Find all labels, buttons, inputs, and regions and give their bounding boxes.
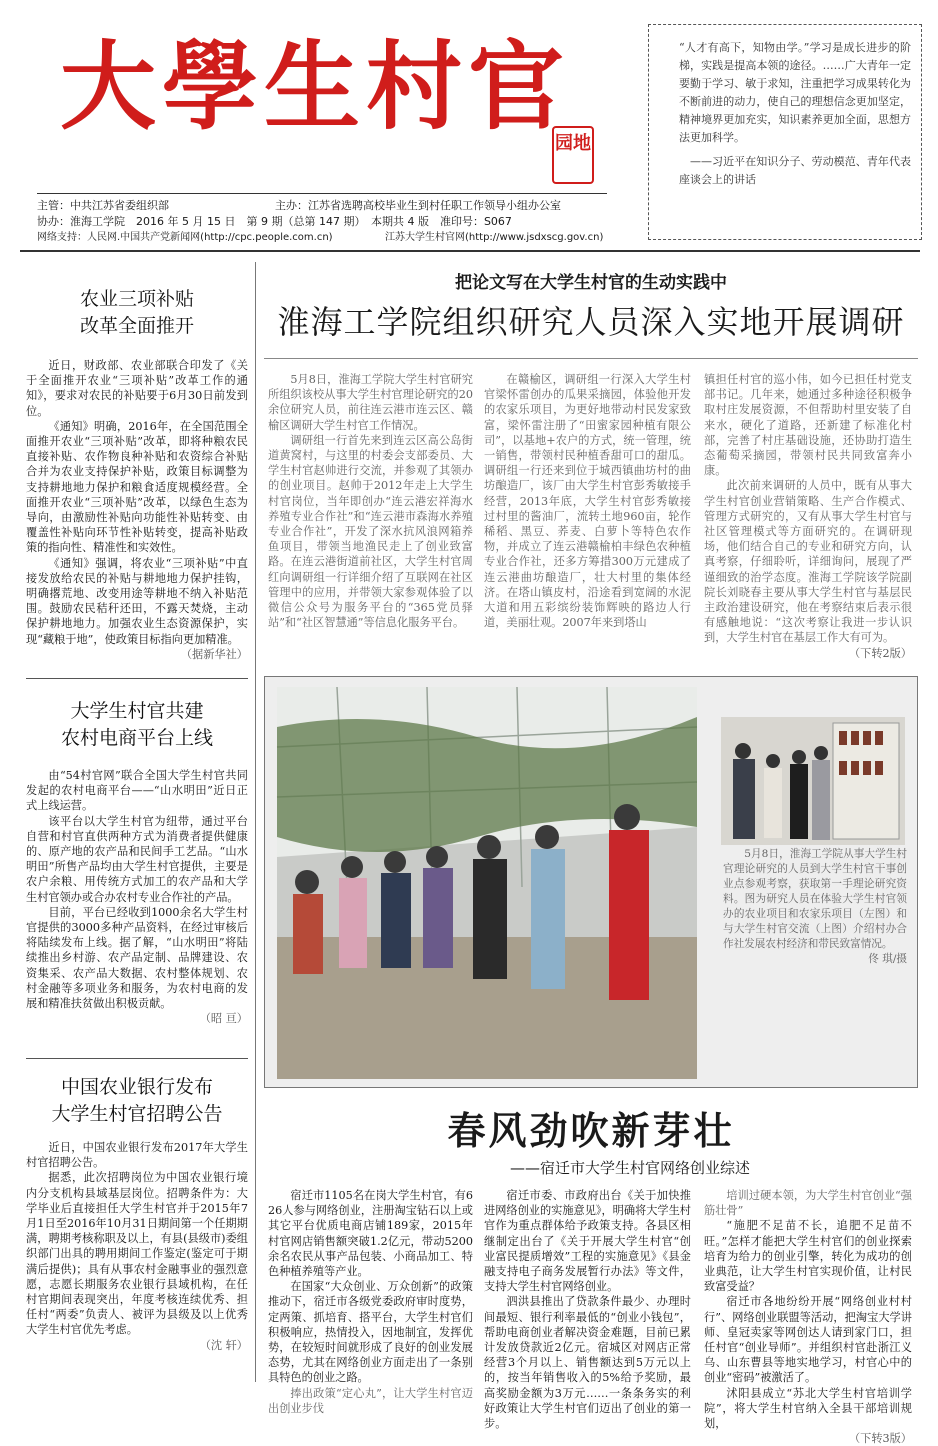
article-abc-bank-p2: 据悉，此次招聘岗位为中国农业银行境内分支机构县域基层岗位。招聘条件为：大学毕业后直接担任大学生村官并于2015年7月1日至2016年10月31日期间第一个任期期满，聘期考核称职及以上，有县(县级市)委组织部门出具的聘用期间工作鉴定(鉴定可于期满后提供)；具有从事农村金融事业的强烈意愿，志愿长期服务农业银行县域机构，在任村官期间表现突出，年度考核连续优秀、担任村“两委”负责人、被评为县级及以上优秀大学生村官优先考虑。 xyxy=(26,1171,248,1337)
article-subsidy-title-2: 改革全面推开 xyxy=(79,315,194,337)
masthead-title: 大學生村官 xyxy=(60,30,570,143)
article-subsidy-p2: 《通知》明确，2016年，在全国范围全面推开农业“三项补贴”改革，即将种粮农民直接补贴、农作物良种补贴和农资综合补贴合并为农业支持保护补贴，政策目标调整为支持耕地地力保护和粮食适度规模经营。全面推开农业“三项补贴”改革，以绿色生态为导向，由激励性补贴向功能性补贴转变、由覆盖性补贴向环节性补贴转变，提高补贴政策的指向性、精准性和实效性。 xyxy=(26,419,248,555)
article-abc-bank-title-1: 中国农业银行发布 xyxy=(60,1076,213,1098)
masthead-rule xyxy=(37,193,607,194)
lead-col-1-p2: 调研组一行首先来到连云区高公岛街道黄窝村，与这里的村委会支部委员、大学生村官赵帅进行交流，并参观了其领办的创业项目。赵帅于2012年走上大学生村官岗位，当年即创办“连云港宏祥海水养殖专业合作社”和“连云港市森海水养殖专业合作社”，开发了深水抗风浪网箱养鱼项目，带领当地渔民走上了创业致富路。在连云港街道前社区，大学生村官周红向调研组一行详细介绍了互联网在社区管理中的应用，并带领大家参观体验了以微信公众号为服务平台的“365党员驿站”和“社区智慧通”等信息化服务平台。 xyxy=(268,433,473,630)
article-ecommerce-p2: 该平台以大学生村官为纽带，通过平台自营和村官直供两种方式为消费者提供健康的、原产地的农产品和民间手工艺品。“山水明田”所售产品均由大学生村官提供，主要是农户余粮、用传统方式加工的农产品和大学生村官领办或合办农村专业合作社的产品。 xyxy=(26,814,248,904)
lead-col-2-p1: 在赣榆区，调研组一行深入大学生村官梁怀雷创办的瓜果采摘园，体验他开发的农家乐项目，为更好地带动村民发家致富，梁怀雷注册了“田蜜家园种植有限公司”，以基地+农户的方式，统一管理，统一销售，带领村民种植香甜可口的甜瓜。调研组一行还来到位于城西镇曲坊村的曲坊酿造厂，该厂由大学生村官彭秀敏接手经营，2013年底，大学生村官彭秀敏接过村里的酱油厂，流转土地960亩，轮作稀稻、黑豆、荞麦、白萝卜等特色农作物，并成立了连云港赣榆柏丰绿色农种植专业合作社，还多方筹措300万元建成了连云港曲坊酿造厂，壮大村里的集体经济。在塔山镇皮村，沿途看到宽阔的水泥大道和用五彩缤纷装饰辉映的路边人行道，美丽壮观。2007年来到塔山 xyxy=(484,373,691,630)
photo-credit: 佟 琪/摄 xyxy=(868,953,907,965)
lead-continued: （下转2版） xyxy=(848,646,912,660)
article-abc-bank-source: （沈 轩） xyxy=(199,1338,248,1352)
feature-col-3-p1: “施肥不足苗不长，追肥不足苗不旺。”怎样才能把大学生村官们的创业探索培育为给力的创业引擎，转化为成功的创业典范，让大学生村官实现价值，让村民致富受益？ xyxy=(704,1219,912,1294)
lead-col-1-p1: 5月8日，淮海工学院大学生村官研究所组织该校从事大学生村官理论研究的20余位研究人员，前往连云港市连云区、赣榆区调研大学生村官工作情况。 xyxy=(268,373,473,432)
feature-col-3-subhead: 培训过硬本领，为大学生村官创业“强筋壮骨” xyxy=(704,1189,912,1218)
quote-source: ——习近平在知识分子、劳动模范、青年代表座谈会上的讲话 xyxy=(679,155,911,186)
feature-subtitle: ——宿迁市大学生村官网络创业综述 xyxy=(509,1159,750,1177)
article-subsidy xyxy=(26,286,248,662)
left-rule-2 xyxy=(26,1058,248,1059)
article-abc-bank-p1: 近日，中国农业银行发布2017年大学生村官招聘公告。 xyxy=(26,1141,248,1170)
article-abc-bank-title-2: 大学生村官招聘公告 xyxy=(51,1103,223,1125)
photo-caption xyxy=(723,847,907,967)
article-ecommerce-p3: 目前，平台已经收到1000余名大学生村官提供的3000多种产品资料，在经过审核后将陆续发布上线。据了解，“山水明田”将陆续推出乡村游、农产品定制、品牌建设、农资集采、农产品大数据、农村整体规划、农村金融等多项业务和服务，为农村电商的发展和精准扶贫做出积极贡献。 xyxy=(26,905,248,1011)
article-ecommerce-p1: 由“54村官网”联合全国大学生村官共同发起的农村电商平台——“山水明田”近日正式上线运营。 xyxy=(26,769,248,813)
article-subsidy-source: （据新华社） xyxy=(180,647,248,661)
photo-shop-visit xyxy=(721,717,905,845)
column-rule-vertical xyxy=(255,262,256,1382)
article-ecommerce-source: （昭 亘） xyxy=(199,1012,248,1026)
article-ecommerce-title-2: 农村电商平台上线 xyxy=(60,727,213,749)
feature-col-2-p2: 泗洪县推出了贷款条件最少、办理时间最短、银行利率最低的“创业小钱包”，帮助电商创业者解决资金难题，目前已累计发放贷款近2亿元。宿城区对网店正常经营3个月以上、销售额达到5万元以上的，按当年销售收入的5%给予奖励，最高奖励金额为3万元……一条条务实的利好政策让大学生村官们迈出了创业的第一步。 xyxy=(484,1295,691,1431)
feature-col-1-subhead: 捧出政策“定心丸”，让大学生村官迈出创业步伐 xyxy=(268,1386,473,1415)
feature-col-3-p3: 沭阳县成立“苏北大学生村官培训学院”，将大学生村官纳入全县干部培训规划， xyxy=(704,1386,912,1431)
article-ecommerce xyxy=(26,698,248,1026)
info-website-2: 江苏大学生村官网(http://www.jsdxscg.gov.cn) xyxy=(385,232,604,243)
article-abc-bank xyxy=(26,1074,248,1353)
info-organizer: 主办：江苏省选聘高校毕业生到村任职工作领导小组办公室 xyxy=(275,199,561,212)
photo-block xyxy=(264,676,918,1088)
info-line-2: 协办：淮海工学院 2016 年 5 月 15 日 第 9 期（总第 147 期） 本期共 4 版 准印号：S067 xyxy=(37,215,512,228)
left-rule-1 xyxy=(26,678,248,679)
feature-col-2-p1: 宿迁市委、市政府出台《关于加快推进网络创业的实施意见》，明确将大学生村官作为重点群体给予政策支持。各县区相继制定出台了《关于开展大学生村官“创业富民提质增效”工程的实施意见》《县金融支持电子商务发展暂行办法》等文件，支持大学生村官网络创业。 xyxy=(484,1189,691,1294)
feature-col-1 xyxy=(268,1188,473,1416)
photo-caption-text: 5月8日，淮海工学院从事大学生村官理论研究的人员到大学生村官干事创业点参观考察，获取第一手理论研究资料。图为研究人员在体验大学生村官领办的农业项目和农家乐项目（左图）和与大学生村官交流（上图）介绍村办合作社发展农村经济和带民致富情况。 xyxy=(723,848,907,950)
feature-col-3 xyxy=(704,1188,912,1446)
lead-col-3 xyxy=(704,372,912,661)
quote-box xyxy=(648,24,922,240)
lead-col-2 xyxy=(484,372,691,630)
lead-headline: 淮海工学院组织研究人员深入实地开展调研 xyxy=(277,303,905,341)
masthead-seal: 园地 xyxy=(552,126,594,184)
lead-kicker: 把论文写在大学生村官的生动实践中 xyxy=(455,273,727,293)
article-ecommerce-title-1: 大学生村官共建 xyxy=(70,700,204,722)
article-subsidy-p3: 《通知》强调，将农业“三项补贴”中直接发放给农民的补贴与耕地地力保护挂钩，明确撂荒地、改变用途等耕地不纳入补贴范围。鼓励农民秸秆还田，不露天焚烧，主动保护耕地地力。加强农业生态资源保护，实现“藏粮于地”，使政策目标指向更加精准。 xyxy=(26,556,248,646)
lead-col-3-p1: 镇担任村官的巡小伟，如今已担任村党支部书记。几年来，她通过多种途径积极争取村庄发展资源，不但帮助村里安装了自来水，硬化了道路，还新建了标准化村部，完善了村庄基础设施，还协助打造生态葡萄采摘园，带领村民共同致富奔小康。 xyxy=(704,373,912,478)
lead-col-1 xyxy=(268,372,473,630)
lead-col-3-p2: 此次前来调研的人员中，既有从事大学生村官创业营销策略、生产合作模式、管理方式研究的，又有从事大学生村官与社区管理模式等方面研究的。在调研现场，他们结合自己的专业和研究方向，认真考察，仔细聆听，详细询问，展现了严谨细致的治学态度。淮海工学院该学院副院长刘晓春主要从事大学生村官与基层民主政治建设研究，他在考察结束后表示很有感触地说：“这次考察让我进一步认识到，大学生村官在基层工作大有可为。 xyxy=(704,479,912,645)
article-subsidy-title-1: 农业三项补贴 xyxy=(79,288,194,310)
feature-continued: （下转3版） xyxy=(848,1432,912,1446)
feature-col-1-p1: 宿迁市1105名在岗大学生村官，有626人参与网络创业，注册淘宝钻石以上或其它平台优质电商店铺189家，2015年村官网店销售额突破1.2亿元，带动5200余名农民从事产品包装、小商品加工、特色种植养殖等产业。 xyxy=(268,1189,473,1279)
info-line-1 xyxy=(37,198,607,213)
feature-col-3-p2: 宿迁市各地纷纷开展“网络创业村村行”、网络创业联盟等活动，把淘宝大学讲师、皇冠卖家等网创达人请到家门口，担任村官“创业导师”。并组织村官赴浙江义乌、山东曹县等地实地学习，村官心中的创业“密码”被激活了。 xyxy=(704,1295,912,1385)
header-bottom-rule xyxy=(20,250,920,252)
info-sponsor: 主管：中共江苏省委组织部 xyxy=(37,199,169,212)
feature-col-2 xyxy=(484,1188,691,1431)
info-line-3 xyxy=(37,230,607,245)
feature-title: 春风劲吹新芽壮 xyxy=(447,1108,735,1153)
quote-text: “人才有高下，知物由学。”学习是成长进步的阶梯，实践是提高本领的途径。……广大青年一定要勤于学习、敏于求知，注重把学习成果转化为不断前进的动力，使自己的理想信念更加坚定，精神境界更加充实，知识素养更加全面，思想方法更加科学。 xyxy=(679,41,911,144)
photo-field-visit xyxy=(277,687,697,1079)
lead-rule xyxy=(264,358,918,359)
article-subsidy-p1: 近日，财政部、农业部联合印发了《关于全面推开农业“三项补贴”改革工作的通知》，要求对农民的补贴要于6月30日前发到位。 xyxy=(26,359,248,418)
info-website-1: 网络支持：人民网.中国共产党新闻网(http://cpc.people.com.cn) xyxy=(37,232,333,243)
feature-col-1-p2: 在国家“大众创业、万众创新”的政策推动下，宿迁市各级党委政府审时度势，定两策、抓培育、搭平台，大学生村官们积极响应，热情投入，因地制宜，发挥优势，在较短时间就形成了良好的创业发展态势，尤其在网络创业方面走出了一条别具特色的创业之路。 xyxy=(268,1280,473,1385)
